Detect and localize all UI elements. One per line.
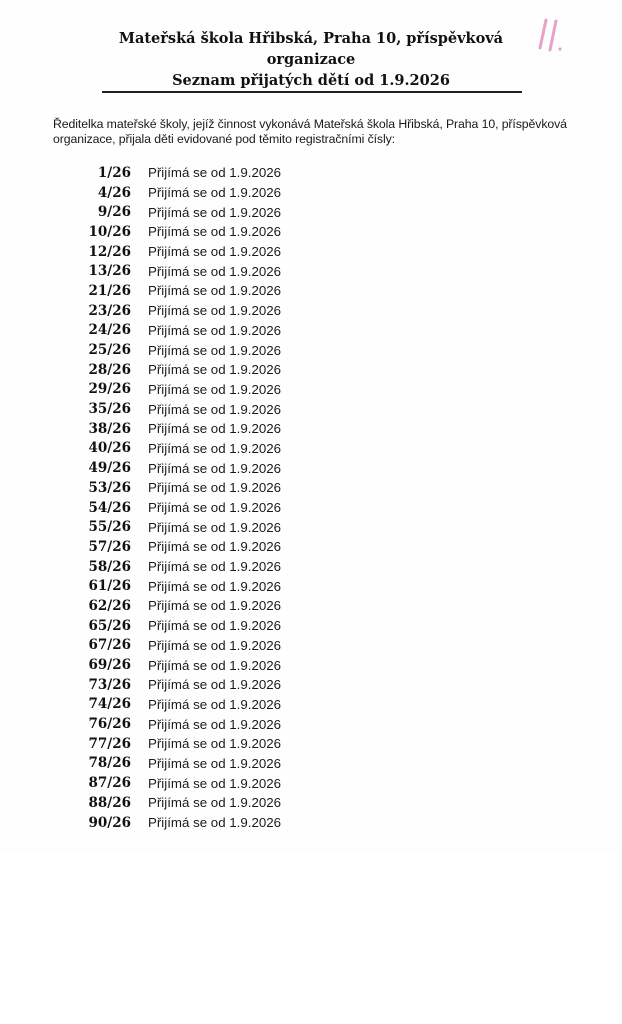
registration-number: 87/26 <box>88 775 131 792</box>
registration-number: 13/26 <box>88 263 131 280</box>
admission-status: Přijímá se od 1.9.2026 <box>148 696 282 712</box>
registration-number: 74/26 <box>88 696 131 713</box>
registration-number: 57/26 <box>88 538 131 555</box>
list-item <box>0 754 622 774</box>
registration-number: 49/26 <box>88 460 131 477</box>
registration-number: 29/26 <box>88 381 131 398</box>
registration-number: 61/26 <box>88 578 131 595</box>
admitted-children-list <box>0 163 622 832</box>
admission-status: Přijímá se od 1.9.2026 <box>148 500 282 516</box>
list-item <box>0 261 622 281</box>
header-title-line-1: Mateřská škola Hřibská, Praha 10, příspěvková <box>118 30 504 47</box>
admission-status: Přijímá se od 1.9.2026 <box>148 598 282 614</box>
admission-status: Přijímá se od 1.9.2026 <box>148 578 282 594</box>
list-item <box>0 813 622 833</box>
admission-status: Přijímá se od 1.9.2026 <box>148 362 282 378</box>
header-divider <box>102 91 522 93</box>
registration-number: 1/26 <box>97 164 131 181</box>
list-item <box>0 714 622 734</box>
admission-status: Přijímá se od 1.9.2026 <box>148 755 282 771</box>
list-item <box>0 202 622 222</box>
admission-status: Přijímá se od 1.9.2026 <box>148 401 282 417</box>
list-item <box>0 675 622 695</box>
registration-number: 10/26 <box>88 223 131 240</box>
admission-status: Přijímá se od 1.9.2026 <box>148 539 282 555</box>
list-item <box>0 616 622 636</box>
registration-number: 88/26 <box>88 794 131 811</box>
list-item <box>0 301 622 321</box>
admission-status: Přijímá se od 1.9.2026 <box>148 185 282 201</box>
registration-number: 53/26 <box>88 479 131 496</box>
list-item <box>0 498 622 518</box>
registration-number: 58/26 <box>88 558 131 575</box>
admission-status: Přijímá se od 1.9.2026 <box>148 637 282 653</box>
registration-number: 55/26 <box>88 519 131 536</box>
registration-number: 9/26 <box>97 204 131 221</box>
registration-number: 12/26 <box>88 243 131 260</box>
registration-number: 77/26 <box>88 735 131 752</box>
list-item <box>0 281 622 301</box>
admission-status: Přijímá se od 1.9.2026 <box>148 244 282 260</box>
list-item <box>0 399 622 419</box>
registration-number: 35/26 <box>88 401 131 418</box>
registration-number: 21/26 <box>88 282 131 299</box>
list-item <box>0 222 622 242</box>
admission-status: Přijímá se od 1.9.2026 <box>148 677 282 693</box>
list-item <box>0 478 622 498</box>
list-item <box>0 636 622 656</box>
admission-status: Přijímá se od 1.9.2026 <box>148 716 282 732</box>
admission-status: Přijímá se od 1.9.2026 <box>148 775 282 791</box>
registration-number: 25/26 <box>88 342 131 359</box>
admission-status: Přijímá se od 1.9.2026 <box>148 283 282 299</box>
registration-number: 73/26 <box>88 676 131 693</box>
registration-number: 76/26 <box>88 716 131 733</box>
list-item <box>0 340 622 360</box>
admission-status: Přijímá se od 1.9.2026 <box>148 480 282 496</box>
admission-status: Přijímá se od 1.9.2026 <box>148 224 282 240</box>
admission-status: Přijímá se od 1.9.2026 <box>148 303 282 319</box>
admission-status: Přijímá se od 1.9.2026 <box>148 460 282 476</box>
list-item <box>0 576 622 596</box>
list-item <box>0 439 622 459</box>
header-title-line-2: organizace <box>266 51 356 68</box>
list-item <box>0 655 622 675</box>
registration-number: 62/26 <box>88 597 131 614</box>
admission-status: Přijímá se od 1.9.2026 <box>148 795 282 811</box>
intro-paragraph: Ředitelka mateřské školy, jejíž činnost vykonává Mateřská škola Hřibská, Praha 10, příspěvková organizace, přijala děti evidované pod těmito registračními čísly: <box>53 117 567 146</box>
admission-status: Přijímá se od 1.9.2026 <box>148 440 282 456</box>
registration-number: 24/26 <box>88 322 131 339</box>
admission-status: Přijímá se od 1.9.2026 <box>148 381 282 397</box>
registration-number: 78/26 <box>88 755 131 772</box>
admission-status: Přijímá se od 1.9.2026 <box>148 815 282 831</box>
list-item <box>0 163 622 183</box>
list-item <box>0 183 622 203</box>
registration-number: 4/26 <box>97 184 131 201</box>
list-item <box>0 734 622 754</box>
list-item <box>0 596 622 616</box>
registration-number: 67/26 <box>88 637 131 654</box>
list-item <box>0 419 622 439</box>
list-item <box>0 793 622 813</box>
list-item <box>0 557 622 577</box>
document-header <box>0 28 622 91</box>
list-item <box>0 695 622 715</box>
registration-number: 40/26 <box>88 440 131 457</box>
list-item <box>0 537 622 557</box>
admission-status: Přijímá se od 1.9.2026 <box>148 736 282 752</box>
admission-status: Přijímá se od 1.9.2026 <box>148 263 282 279</box>
registration-number: 38/26 <box>88 420 131 437</box>
list-item <box>0 458 622 478</box>
registration-number: 23/26 <box>88 302 131 319</box>
admission-status: Přijímá se od 1.9.2026 <box>148 342 282 358</box>
admission-status: Přijímá se od 1.9.2026 <box>148 519 282 535</box>
admission-status: Přijímá se od 1.9.2026 <box>148 165 282 181</box>
list-item <box>0 242 622 262</box>
registration-number: 69/26 <box>88 657 131 674</box>
registration-number: 28/26 <box>88 361 131 378</box>
admission-status: Přijímá se od 1.9.2026 <box>148 421 282 437</box>
registration-number: 54/26 <box>88 499 131 516</box>
admission-status: Přijímá se od 1.9.2026 <box>148 657 282 673</box>
admission-status: Přijímá se od 1.9.2026 <box>148 559 282 575</box>
header-title-line-3: Seznam přijatých dětí od 1.9.2026 <box>172 72 450 89</box>
registration-number: 65/26 <box>88 617 131 634</box>
list-item <box>0 321 622 341</box>
list-item <box>0 773 622 793</box>
admission-status: Přijímá se od 1.9.2026 <box>148 204 282 220</box>
list-item <box>0 360 622 380</box>
list-item <box>0 517 622 537</box>
admission-status: Přijímá se od 1.9.2026 <box>148 322 282 338</box>
admission-status: Přijímá se od 1.9.2026 <box>148 618 282 634</box>
registration-number: 90/26 <box>88 814 131 831</box>
list-item <box>0 380 622 400</box>
